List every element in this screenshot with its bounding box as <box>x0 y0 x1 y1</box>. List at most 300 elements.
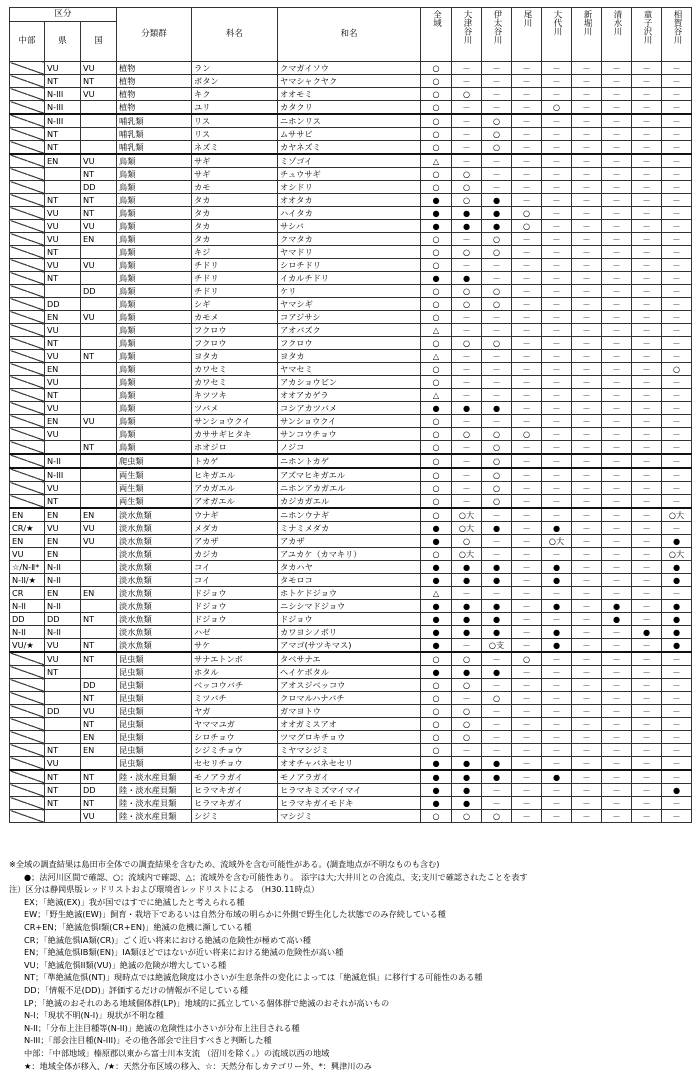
group-cell: 鳥類 <box>117 441 192 455</box>
group-cell: 鳥類 <box>117 324 192 337</box>
table-row <box>10 626 692 639</box>
site-mark-cell: － <box>602 468 632 482</box>
site-mark-cell: ● <box>421 784 452 797</box>
site-mark-cell: － <box>662 298 692 311</box>
site-mark-cell: ○ <box>482 454 512 468</box>
site-mark-cell: － <box>542 613 572 626</box>
site-mark-cell: － <box>452 495 482 509</box>
site-mark-cell: － <box>482 797 512 810</box>
site-mark-cell: － <box>632 389 662 402</box>
site-mark-cell: － <box>542 587 572 600</box>
site-mark-cell: － <box>512 298 542 311</box>
table-row <box>10 363 692 376</box>
site-mark-cell: ○ <box>482 428 512 441</box>
site-mark-cell: － <box>662 770 692 784</box>
ken-cell: EN <box>45 587 81 600</box>
ken-cell: VU <box>45 207 81 220</box>
species-name-cell: カヤネズミ <box>278 141 421 155</box>
family-cell: チドリ <box>192 285 278 298</box>
site-mark-cell: － <box>632 797 662 810</box>
site-mark-cell: ○ <box>452 679 482 692</box>
kuni-cell: VU <box>81 88 117 101</box>
site-mark-cell: － <box>572 522 602 535</box>
site-mark-cell: ○ <box>421 415 452 428</box>
family-cell: ヨタカ <box>192 350 278 363</box>
site-mark-cell: － <box>542 259 572 272</box>
site-mark-cell: － <box>572 574 602 587</box>
site-mark-cell: ○ <box>421 495 452 509</box>
species-name-cell: オオチャバネセセリ <box>278 757 421 771</box>
chubu-cell <box>10 402 45 415</box>
kuni-cell <box>81 574 117 587</box>
group-cell: 陸・淡水産貝類 <box>117 770 192 784</box>
site-mark-cell: － <box>512 587 542 600</box>
species-name-cell: フクロウ <box>278 337 421 350</box>
site-mark-cell: － <box>542 810 572 823</box>
group-cell: 鳥類 <box>117 311 192 324</box>
table-row <box>10 454 692 468</box>
site-mark-cell: － <box>572 626 602 639</box>
site-mark-cell: － <box>662 415 692 428</box>
site-mark-cell: ○ <box>452 731 482 744</box>
kuni-cell: NT <box>81 639 117 653</box>
kuni-cell: VU <box>81 311 117 324</box>
site-mark-cell: － <box>572 561 602 574</box>
chubu-cell: N-II <box>10 626 45 639</box>
kuni-cell: VU <box>81 810 117 823</box>
site-mark-cell: ● <box>421 535 452 548</box>
site-mark-cell: ○ <box>452 298 482 311</box>
site-mark-cell: ○ <box>482 692 512 705</box>
site-mark-cell: － <box>572 181 602 194</box>
chubu-cell <box>10 705 45 718</box>
ken-cell <box>45 181 81 194</box>
site-mark-cell: ○ <box>452 246 482 259</box>
site-mark-cell: － <box>512 389 542 402</box>
header-chubu: 中部 <box>10 22 45 62</box>
chubu-cell <box>10 324 45 337</box>
site-mark-cell: ○ <box>421 441 452 455</box>
site-mark-cell: － <box>632 652 662 666</box>
chubu-cell <box>10 482 45 495</box>
site-mark-cell: － <box>662 522 692 535</box>
chubu-cell <box>10 337 45 350</box>
chubu-cell <box>10 757 45 771</box>
ken-cell: NT <box>45 744 81 757</box>
site-mark-cell: ● <box>421 770 452 784</box>
site-mark-cell: － <box>452 311 482 324</box>
group-cell: 昆虫類 <box>117 652 192 666</box>
kuni-cell: NT <box>81 613 117 626</box>
kuni-cell: VU <box>81 705 117 718</box>
site-mark-cell: － <box>632 168 662 181</box>
family-cell: ラン <box>192 62 278 75</box>
chubu-cell <box>10 428 45 441</box>
site-mark-cell: － <box>632 194 662 207</box>
group-cell: 鳥類 <box>117 363 192 376</box>
family-cell: キク <box>192 88 278 101</box>
site-mark-cell: － <box>572 548 602 561</box>
site-mark-cell: － <box>542 718 572 731</box>
species-name-cell: イカルチドリ <box>278 272 421 285</box>
site-mark-cell: － <box>632 613 662 626</box>
table-row <box>10 705 692 718</box>
chubu-cell <box>10 692 45 705</box>
group-cell: 陸・淡水産貝類 <box>117 810 192 823</box>
species-name-cell: タベサナエ <box>278 652 421 666</box>
family-cell: ドジョウ <box>192 600 278 613</box>
site-mark-cell: － <box>602 114 632 128</box>
group-cell: 鳥類 <box>117 376 192 389</box>
site-mark-cell: － <box>632 141 662 155</box>
site-mark-cell: － <box>602 522 632 535</box>
site-mark-cell: － <box>542 141 572 155</box>
site-mark-cell: － <box>572 376 602 389</box>
family-cell: カジカ <box>192 548 278 561</box>
species-name-cell: タモロコ <box>278 574 421 587</box>
site-mark-cell: － <box>632 363 662 376</box>
table-row <box>10 522 692 535</box>
site-mark-cell: － <box>632 128 662 141</box>
group-cell: 陸・淡水産貝類 <box>117 784 192 797</box>
site-mark-cell: － <box>452 482 482 495</box>
site-mark-cell: － <box>482 101 512 115</box>
site-mark-cell: － <box>662 482 692 495</box>
ken-cell: DD <box>45 613 81 626</box>
table-row <box>10 168 692 181</box>
table-row <box>10 468 692 482</box>
site-mark-cell: ● <box>452 402 482 415</box>
site-mark-cell: － <box>662 718 692 731</box>
family-cell: シジミ <box>192 810 278 823</box>
site-mark-cell: － <box>632 181 662 194</box>
kuni-cell <box>81 626 117 639</box>
site-mark-cell: － <box>602 207 632 220</box>
site-mark-cell: ○ <box>421 298 452 311</box>
site-mark-cell: － <box>512 639 542 653</box>
site-mark-cell: － <box>572 613 602 626</box>
site-mark-cell: － <box>632 561 662 574</box>
note-line: 注）区分は静岡県版レッドリストおよび環境省レッドリストによる （H30.11時点） <box>9 884 320 895</box>
ken-cell: VU <box>45 757 81 771</box>
chubu-cell <box>10 784 45 797</box>
site-mark-cell: － <box>662 246 692 259</box>
group-cell: 爬虫類 <box>117 454 192 468</box>
site-mark-cell: － <box>572 324 602 337</box>
group-cell: 植物 <box>117 62 192 75</box>
species-name-cell: アカショウビン <box>278 376 421 389</box>
table-row <box>10 376 692 389</box>
site-mark-cell: － <box>632 101 662 115</box>
ken-cell <box>45 168 81 181</box>
chubu-cell <box>10 101 45 115</box>
site-mark-cell: － <box>512 508 542 522</box>
species-name-cell: コアジサシ <box>278 311 421 324</box>
site-mark-cell: － <box>512 535 542 548</box>
chubu-cell <box>10 207 45 220</box>
note-line: CR+EN；「絶滅危惧I類(CR+EN)」絶滅の危機に瀕している種 <box>24 921 252 932</box>
chubu-cell <box>10 731 45 744</box>
chubu-cell <box>10 88 45 101</box>
family-cell: ツバメ <box>192 402 278 415</box>
site-mark-cell: ○ <box>482 285 512 298</box>
family-cell: セセリチョウ <box>192 757 278 771</box>
ken-cell: NT <box>45 495 81 509</box>
site-mark-cell: － <box>542 495 572 509</box>
site-mark-cell: － <box>572 784 602 797</box>
site-mark-cell: － <box>662 337 692 350</box>
header-site-0: 全域 <box>431 10 442 27</box>
family-cell: サギ <box>192 168 278 181</box>
site-mark-cell: ● <box>421 639 452 653</box>
ken-cell: EN <box>45 415 81 428</box>
table-row <box>10 757 692 771</box>
site-mark-cell: － <box>572 692 602 705</box>
table-row <box>10 181 692 194</box>
site-mark-cell: － <box>482 508 512 522</box>
site-mark-cell: － <box>512 797 542 810</box>
kuni-cell: DD <box>81 181 117 194</box>
site-mark-cell: ● <box>662 613 692 626</box>
species-name-cell: オオアカゲラ <box>278 389 421 402</box>
site-mark-cell: － <box>602 415 632 428</box>
site-mark-cell: － <box>632 402 662 415</box>
site-mark-cell: － <box>542 337 572 350</box>
kuni-cell: DD <box>81 679 117 692</box>
kuni-cell <box>81 141 117 155</box>
kuni-cell: DD <box>81 285 117 298</box>
site-mark-cell: ● <box>482 600 512 613</box>
site-mark-cell: － <box>572 428 602 441</box>
chubu-cell <box>10 311 45 324</box>
species-name-cell: ミゾゴイ <box>278 154 421 168</box>
site-mark-cell: － <box>482 324 512 337</box>
site-mark-cell: － <box>602 246 632 259</box>
species-name-cell: クマガイソウ <box>278 62 421 75</box>
site-mark-cell: － <box>512 311 542 324</box>
site-mark-cell: － <box>632 259 662 272</box>
site-mark-cell: － <box>602 181 632 194</box>
species-name-cell: ヘイケボタル <box>278 666 421 679</box>
site-mark-cell: ● <box>421 402 452 415</box>
site-mark-cell: ● <box>452 626 482 639</box>
site-mark-cell: － <box>632 324 662 337</box>
ken-cell: VU <box>45 220 81 233</box>
family-cell: カモメ <box>192 311 278 324</box>
family-cell: ネズミ <box>192 141 278 155</box>
site-mark-cell: － <box>602 495 632 509</box>
site-mark-cell: ○ <box>452 718 482 731</box>
family-cell: ホオジロ <box>192 441 278 455</box>
site-mark-cell: － <box>632 705 662 718</box>
table-row <box>10 797 692 810</box>
family-cell: ドジョウ <box>192 613 278 626</box>
site-mark-cell: － <box>632 508 662 522</box>
site-mark-cell: － <box>542 679 572 692</box>
site-mark-cell: ○ <box>421 679 452 692</box>
ken-cell: N-II <box>45 626 81 639</box>
group-cell: 淡水魚類 <box>117 626 192 639</box>
site-mark-cell: － <box>602 574 632 587</box>
group-cell: 鳥類 <box>117 285 192 298</box>
site-mark-cell: － <box>662 679 692 692</box>
site-mark-cell: － <box>662 207 692 220</box>
site-mark-cell: － <box>662 168 692 181</box>
site-mark-cell: ● <box>482 666 512 679</box>
kuni-cell <box>81 324 117 337</box>
site-mark-cell: － <box>572 128 602 141</box>
site-mark-cell: ● <box>421 757 452 771</box>
site-mark-cell: ○ <box>421 128 452 141</box>
site-mark-cell: － <box>572 666 602 679</box>
species-name-cell: ミナミメダカ <box>278 522 421 535</box>
family-cell: ハゼ <box>192 626 278 639</box>
site-mark-cell: ● <box>421 194 452 207</box>
site-mark-cell: △ <box>421 154 452 168</box>
site-mark-cell: － <box>512 561 542 574</box>
site-mark-cell: ○ <box>421 141 452 155</box>
ken-cell: EN <box>45 508 81 522</box>
group-cell: 昆虫類 <box>117 757 192 771</box>
header-site-1: 大津谷川 <box>462 10 473 44</box>
family-cell: トカゲ <box>192 454 278 468</box>
site-mark-cell: － <box>572 495 602 509</box>
species-name-cell: サンショウクイ <box>278 415 421 428</box>
site-mark-cell: ○ <box>421 259 452 272</box>
chubu-cell <box>10 495 45 509</box>
site-mark-cell: － <box>602 337 632 350</box>
site-mark-cell: － <box>662 88 692 101</box>
site-mark-cell: － <box>602 259 632 272</box>
site-mark-cell: △ <box>421 389 452 402</box>
chubu-cell <box>10 246 45 259</box>
site-mark-cell: － <box>512 62 542 75</box>
site-mark-cell: － <box>632 744 662 757</box>
site-mark-cell: ● <box>542 770 572 784</box>
site-mark-cell: － <box>542 731 572 744</box>
chubu-cell <box>10 441 45 455</box>
table-body <box>10 62 692 823</box>
site-mark-cell: － <box>452 639 482 653</box>
header-ken: 県 <box>45 22 81 62</box>
ken-cell <box>45 810 81 823</box>
ken-cell: NT <box>45 128 81 141</box>
family-cell: ボタン <box>192 75 278 88</box>
site-mark-cell: － <box>662 666 692 679</box>
kuni-cell <box>81 337 117 350</box>
chubu-cell <box>10 770 45 784</box>
site-mark-cell: ● <box>542 639 572 653</box>
site-mark-cell: － <box>452 376 482 389</box>
site-mark-cell: － <box>572 508 602 522</box>
note-line: ★：地域全体が移入、/★：天然分布区域の移入、☆：天然分布しカテゴリー外、*：興津川のみ <box>24 1060 372 1071</box>
site-mark-cell: － <box>482 587 512 600</box>
group-cell: 植物 <box>117 88 192 101</box>
site-mark-cell: － <box>632 428 662 441</box>
family-cell: リス <box>192 128 278 141</box>
site-mark-cell: － <box>482 363 512 376</box>
site-mark-cell: ● <box>632 626 662 639</box>
site-mark-cell: ○ <box>512 220 542 233</box>
note-line: VU；「絶滅危惧II類(VU)」絶滅の危険が増大している種 <box>24 959 227 970</box>
site-mark-cell: ● <box>452 757 482 771</box>
chubu-cell <box>10 810 45 823</box>
site-mark-cell: － <box>602 101 632 115</box>
site-mark-cell: － <box>512 415 542 428</box>
species-name-cell: タカハヤ <box>278 561 421 574</box>
site-mark-cell: － <box>632 468 662 482</box>
kuni-cell: NT <box>81 168 117 181</box>
species-name-cell: ツマグロキチョウ <box>278 731 421 744</box>
site-mark-cell: － <box>662 797 692 810</box>
chubu-cell <box>10 114 45 128</box>
site-mark-cell: － <box>512 324 542 337</box>
kuni-cell: VU <box>81 220 117 233</box>
site-mark-cell: － <box>482 272 512 285</box>
chubu-cell <box>10 679 45 692</box>
site-mark-cell: － <box>602 548 632 561</box>
site-mark-cell: － <box>542 88 572 101</box>
kuni-cell: NT <box>81 770 117 784</box>
site-mark-cell: ○ <box>421 101 452 115</box>
table-row <box>10 62 692 75</box>
site-mark-cell: ○ <box>421 731 452 744</box>
site-mark-cell: － <box>632 154 662 168</box>
site-mark-cell: － <box>542 194 572 207</box>
table-row <box>10 600 692 613</box>
site-mark-cell: － <box>602 731 632 744</box>
family-cell: カワセミ <box>192 376 278 389</box>
site-mark-cell: ○ <box>421 88 452 101</box>
site-mark-cell: － <box>542 272 572 285</box>
chubu-cell <box>10 389 45 402</box>
chubu-cell <box>10 259 45 272</box>
site-mark-cell: － <box>542 207 572 220</box>
site-mark-cell: ○ <box>421 692 452 705</box>
kuni-cell: EN <box>81 508 117 522</box>
table-row <box>10 259 692 272</box>
site-mark-cell: － <box>512 246 542 259</box>
site-mark-cell: － <box>542 402 572 415</box>
ken-cell <box>45 441 81 455</box>
site-mark-cell: ● <box>602 600 632 613</box>
table-row <box>10 272 692 285</box>
kuni-cell <box>81 114 117 128</box>
note-line: ●；法河川区間で確認、○；流域内で確認、△；流域外を含む可能性あり。 添字は大;大井川との合流点、支;支川で確認されたことを表す <box>24 871 528 882</box>
site-mark-cell: ● <box>452 613 482 626</box>
species-name-cell: アズマヒキガエル <box>278 468 421 482</box>
site-mark-cell: ○ <box>452 705 482 718</box>
family-cell: メダカ <box>192 522 278 535</box>
species-name-cell: カワヨシノボリ <box>278 626 421 639</box>
site-mark-cell: － <box>512 495 542 509</box>
site-mark-cell: － <box>512 233 542 246</box>
site-mark-cell: － <box>572 679 602 692</box>
site-mark-cell: ○ <box>482 810 512 823</box>
site-mark-cell: － <box>482 154 512 168</box>
site-mark-cell: － <box>482 731 512 744</box>
site-mark-cell: ○ <box>662 363 692 376</box>
kuni-cell: EN <box>81 731 117 744</box>
family-cell: シジミチョウ <box>192 744 278 757</box>
ken-cell: VU <box>45 402 81 415</box>
table-row <box>10 194 692 207</box>
table-row <box>10 402 692 415</box>
species-name-cell: アユカケ（カマキリ） <box>278 548 421 561</box>
site-mark-cell: － <box>662 376 692 389</box>
site-mark-cell: － <box>632 666 662 679</box>
site-mark-cell: － <box>602 718 632 731</box>
